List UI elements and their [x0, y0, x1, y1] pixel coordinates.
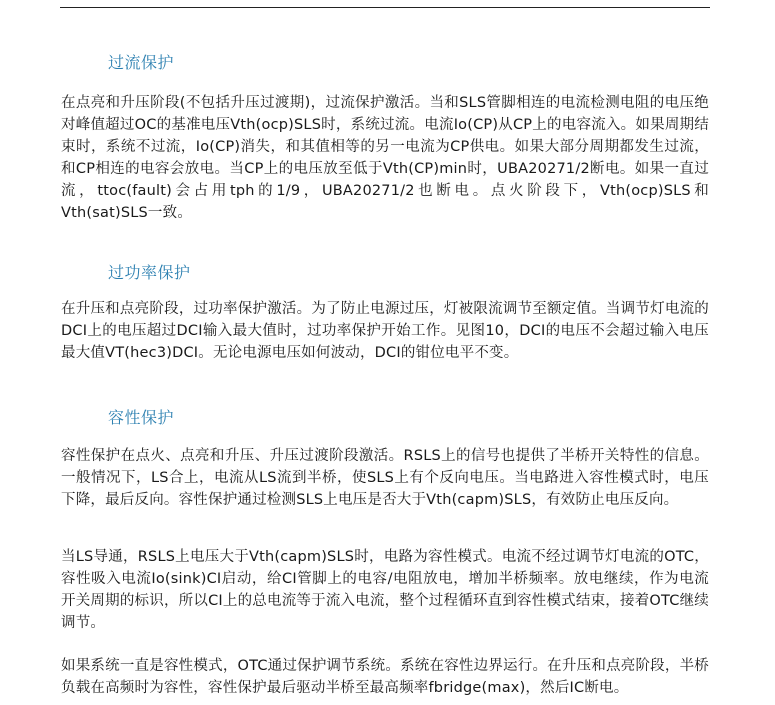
section-title-capacitive: 容性保护 — [108, 408, 175, 427]
paragraph-capacitive-1: 容性保护在点火、点亮和升压、升压过渡阶段激活。RSLS上的信号也提供了半桥开关特性的信息。一般情况下，LS合上，电流从LS流到半桥，使SLS上有个反向电压。当电路进入容性模式时，电压下降，最后反向。容性保护通过检测SLS上电压是否大于Vth(capm)SLS，有效防止电压反向。 — [61, 448, 709, 508]
top-rule — [60, 7, 710, 8]
section-title-overpower: 过功率保护 — [108, 263, 191, 282]
paragraph-capacitive-3: 如果系统一直是容性模式，OTC通过保护调节系统。系统在容性边界运行。在升压和点亮阶段，半桥负载在高频时为容性，容性保护最后驱动半桥至最高频率fbridge(max)，然后IC断电。 — [61, 658, 709, 696]
paragraph-overcurrent: 在点亮和升压阶段(不包括升压过渡期)，过流保护激活。当和SLS管脚相连的电流检测电阻的电压绝对峰值超过OC的基准电压Vth(ocp)SLS时，系统过流。电流Io(CP)从CP上的电容流入。如果周期结束时，系统不过流，Io(CP)消失，和其值相等的另一电流为CP供电。如果大部分周期都发生过流，和CP相连的电容会放电。当CP上的电压放至低于Vth(CP)min时，UBA20271/2断电。如果一直过流，ttoc(fault)会占用tph的1/9，UBA20271/2也断电。点火阶段下，Vth(ocp)SLS和Vth(sat)SLS一致。 — [61, 95, 709, 221]
paragraph-capacitive-2: 当LS导通，RSLS上电压大于Vth(capm)SLS时，电路为容性模式。电流不经过调节灯电流的OTC，容性吸入电流Io(sink)CI启动，给CI管脚上的电容/电阻放电，增加半桥频率。放电继续，作为电流开关周期的标识，所以CI上的总电流等于流入电流，整个过程循环直到容性模式结束，接着OTC继续调节。 — [61, 549, 709, 631]
section-title-overcurrent: 过流保护 — [108, 53, 175, 72]
paragraph-overpower: 在升压和点亮阶段，过功率保护激活。为了防止电源过压，灯被限流调节至额定值。当调节灯电流的DCI上的电压超过DCI输入最大值时，过功率保护开始工作。见图10，DCI的电压不会超过输入电压最大值VT(hec3)DCI。无论电源电压如何波动，DCI的钳位电平不变。 — [61, 301, 709, 361]
